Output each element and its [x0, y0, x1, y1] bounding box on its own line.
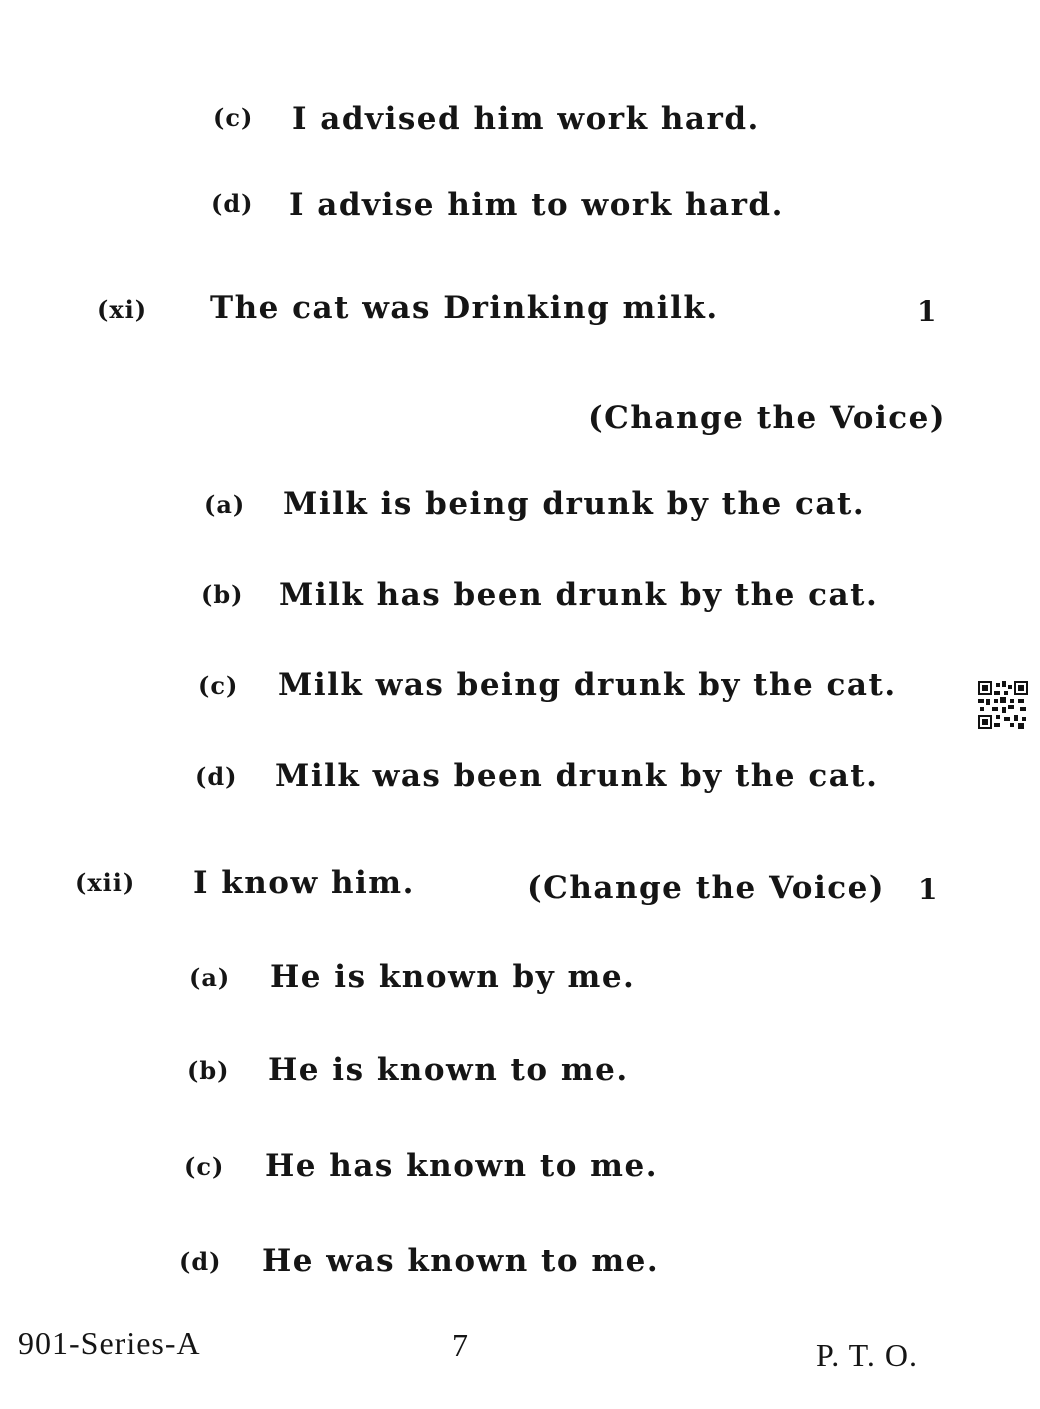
footer-pto: P. T. O. — [816, 1337, 918, 1373]
q11-instruction: (Change the Voice) — [588, 400, 946, 436]
q11-option-c-text: Milk was being drunk by the cat. — [278, 667, 897, 703]
footer-page-number: 7 — [452, 1327, 469, 1363]
q11-marks: 1 — [917, 295, 937, 328]
q12-option-d-label: (d) — [179, 1247, 222, 1276]
q12-option-b-text: He is known to me. — [268, 1052, 629, 1088]
q12-option-b-label: (b) — [187, 1056, 230, 1085]
q11-option-a-label: (a) — [204, 490, 246, 519]
q12-instruction: (Change the Voice) — [527, 870, 885, 906]
q10-option-d-label: (d) — [211, 189, 254, 218]
q12-option-a-text: He is known by me. — [270, 959, 636, 995]
q11-option-b-text: Milk has been drunk by the cat. — [279, 577, 879, 613]
q11-option-c-label: (c) — [198, 671, 239, 700]
q11-option-d-text: Milk was been drunk by the cat. — [275, 758, 879, 794]
q12-question: I know him. — [193, 865, 415, 901]
q10-option-d-text: I advise him to work hard. — [289, 187, 784, 223]
footer-paper-code: 901-Series-A — [18, 1325, 201, 1361]
q12-option-c-text: He has known to me. — [265, 1148, 658, 1184]
q12-number: (xii) — [75, 868, 136, 897]
q10-option-c-text: I advised him work hard. — [292, 101, 760, 137]
q12-marks: 1 — [918, 873, 938, 906]
q12-option-c-label: (c) — [184, 1152, 225, 1181]
q12-option-a-label: (a) — [189, 963, 231, 992]
q11-option-d-label: (d) — [195, 762, 238, 791]
q10-option-c-label: (c) — [213, 103, 254, 132]
q11-question: The cat was Drinking milk. — [210, 290, 719, 326]
q11-option-b-label: (b) — [201, 580, 244, 609]
qr-code-icon — [978, 681, 1028, 729]
q11-number: (xi) — [97, 295, 148, 324]
q12-option-d-text: He was known to me. — [262, 1243, 660, 1279]
q11-option-a-text: Milk is being drunk by the cat. — [283, 486, 866, 522]
